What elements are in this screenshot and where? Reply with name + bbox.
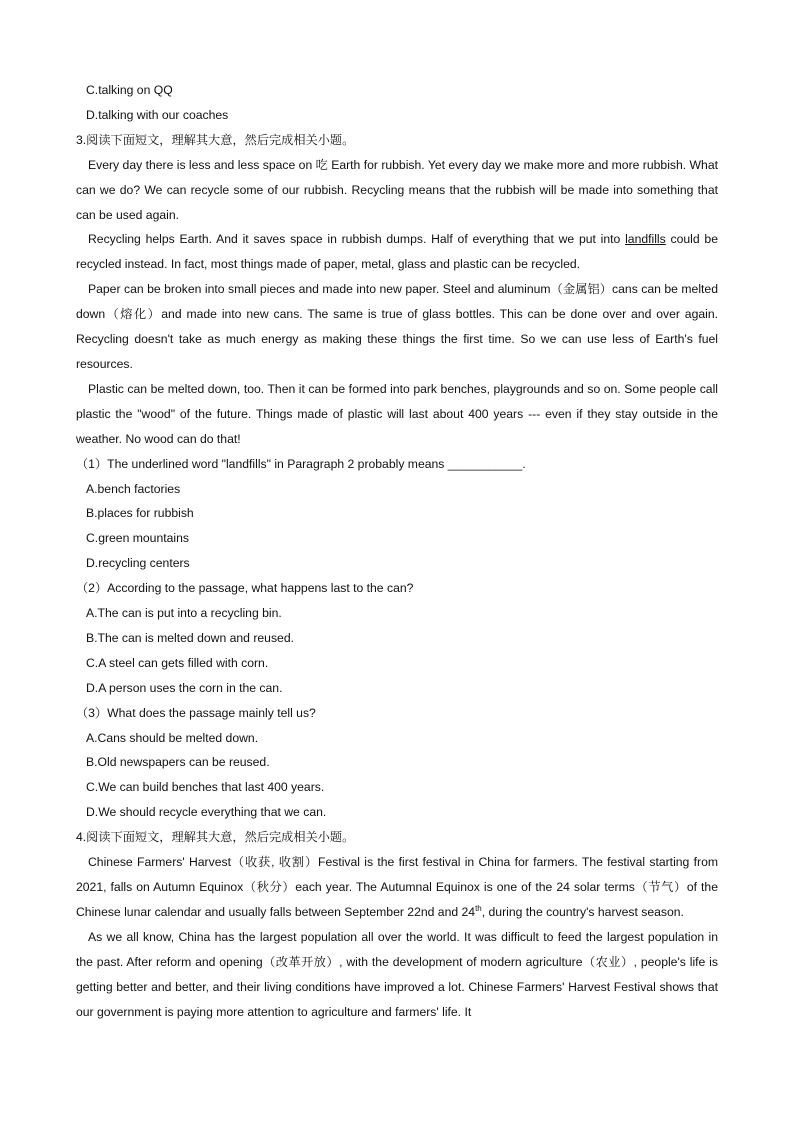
passage-3-paragraph-2 [76, 227, 718, 277]
paragraph-2-text-end: could be recycled instead. In fact, most things made of paper, metal, glass and plastic can be recycled. [76, 232, 718, 272]
question-1-option-b: B.places for rubbish [86, 506, 194, 521]
passage-3-paragraph-4: Plastic can be melted down, too. Then it can be formed into park benches, playgrounds and so on. Some people call plastic the "wood" of the future. Things made of plastic will last about 400 years --- even if they stay outside in the weather. No wood can do that! [76, 381, 718, 446]
question-2-option-a: A.The can is put into a recycling bin. [86, 606, 282, 621]
question-1-option-c: C.green mountains [86, 531, 189, 546]
question-3-option-a: A.Cans should be melted down. [86, 730, 259, 745]
document-page [76, 78, 718, 1024]
question-2-option-c: C.A steel can gets filled with corn. [86, 655, 269, 670]
option-d: D.talking with our coaches [86, 107, 229, 122]
passage-4-paragraph-1 [76, 850, 718, 925]
question-3-option-c: C.We can build benches that last 400 years. [86, 780, 325, 795]
ordinal-suffix: th [475, 903, 482, 913]
question-3-option-d: D.We should recycle everything that we can. [86, 805, 327, 820]
question-2-option-b: B.The can is melted down and reused. [86, 630, 294, 645]
question-1: （1）The underlined word "landfills" in Paragraph 2 probably means ___________. [76, 456, 526, 471]
question-2-option-d: D.A person uses the corn in the can. [86, 680, 283, 695]
passage-3-paragraph-1: Every day there is less and less space on 吃 Earth for rubbish. Yet every day we make more and more rubbish. What can we do? We can recycle some of our rubbish. Recycling means that the rubbish will be made into something that can be used again. [76, 157, 718, 222]
question-3-option-b: B.Old newspapers can be reused. [86, 755, 270, 770]
paragraph-1-text: Chinese Farmers' Harvest（收获, 收割）Festival is the first festival in China for farmers. The festival starting from 2021, falls on Autumn Equinox（秋分）each year. The Autumnal Equinox is one of the 24 solar terms（节气）of the Chinese lunar calendar and usually falls between September 22nd and 24 [76, 855, 718, 919]
question-2: （2）According to the passage, what happens last to the can? [76, 581, 414, 596]
section-4-heading: 4.阅读下面短文，理解其大意，然后完成相关小题。 [76, 830, 355, 845]
passage-3-paragraph-3: Paper can be broken into small pieces and made into new paper. Steel and aluminum（金属铝）cans can be melted down（熔化）and made into new cans. The same is true of glass bottles. This can be done over and over again. Recycling doesn't take as much energy as making these things the first time. So we can use less of Earth's fuel resources. [76, 282, 718, 371]
passage-4-paragraph-2: As we all know, China has the largest population all over the world. It was difficult to feed the largest population in the past. After reform and opening（改革开放）, with the development of modern agriculture（农业）, people's life is getting better and better, and their living conditions have improved a lot. Chinese Farmers' Harvest Festival shows that our government is paying more attention to agriculture and farmers' life. It [76, 929, 718, 1019]
paragraph-2-text-start: Recycling helps Earth. And it saves space in rubbish dumps. Half of everything that we put into [88, 232, 626, 247]
question-1-option-a: A.bench factories [86, 481, 181, 496]
underlined-word-landfills: landfills [625, 232, 666, 247]
paragraph-1-text-end: , during the country's harvest season. [481, 904, 684, 919]
question-1-option-d: D.recycling centers [86, 556, 190, 571]
option-c: C.talking on QQ [86, 83, 173, 97]
question-3: （3）What does the passage mainly tell us? [76, 705, 316, 720]
section-3-heading: 3.阅读下面短文，理解其大意，然后完成相关小题。 [76, 132, 355, 147]
